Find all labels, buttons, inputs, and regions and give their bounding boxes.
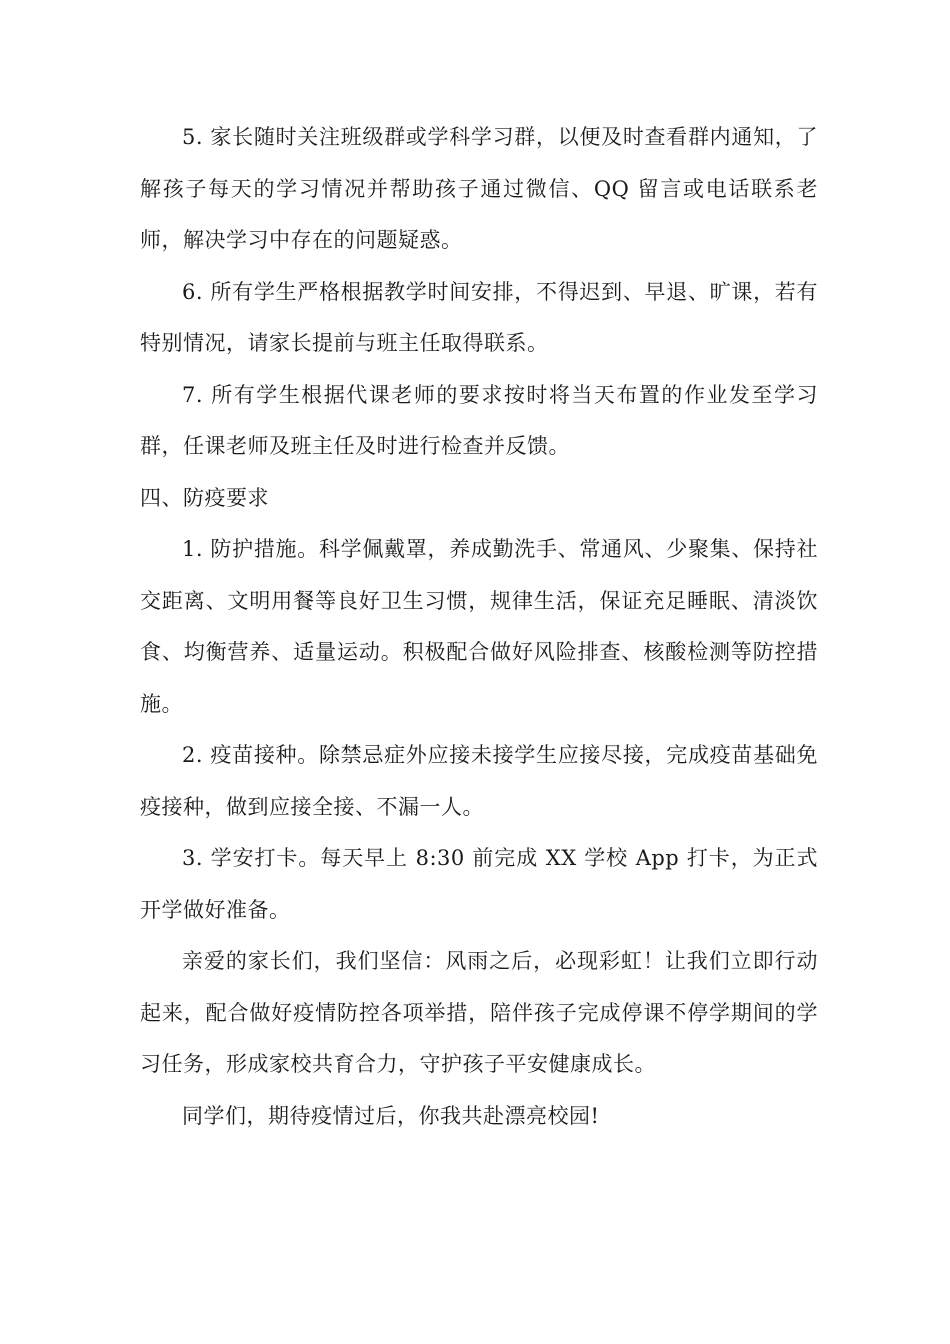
epidemic-item-protection: 1. 防护措施。科学佩戴罩，养成勤洗手、常通风、少聚集、保持社交距离、文明用餐等良好卫生习惯，规律生活，保证充足睡眠、清淡饮食、均衡营养、适量运动。积极配合做好风险排查、核酸检测等防控措施。	[140, 537, 818, 716]
epidemic-item-check-in: 3. 学安打卡。每天早上 8:30 前完成 XX 学校 App 打卡，为正式开学做好准备。	[140, 846, 818, 922]
list-item-6: 6. 所有学生严格根据教学时间安排，不得迟到、早退、旷课，若有特别情况，请家长提前与班主任取得联系。	[140, 279, 818, 355]
closing-paragraph-students: 同学们，期待疫情过后，你我共赴漂亮校园!	[182, 1103, 600, 1128]
closing-paragraph-parents: 亲爱的家长们，我们坚信：风雨之后，必现彩虹！让我们立即行动起来，配合做好疫情防控各项举措，陪伴孩子完成停课不停学期间的学习任务，形成家校共育合力，守护孩子平安健康成长。	[140, 949, 818, 1076]
epidemic-item-vaccination: 2. 疫苗接种。除禁忌症外应接未接学生应接尽接，完成疫苗基础免疫接种，做到应接全接、不漏一人。	[140, 743, 818, 819]
list-item-5: 5. 家长随时关注班级群或学科学习群，以便及时查看群内通知，了解孩子每天的学习情况并帮助孩子通过微信、QQ 留言或电话联系老师，解决学习中存在的问题疑惑。	[140, 125, 818, 252]
document-page	[140, 112, 818, 1142]
list-item-7: 7. 所有学生根据代课老师的要求按时将当天布置的作业发至学习群，任课老师及班主任及时进行检查并反馈。	[140, 382, 818, 458]
section-heading-epidemic-requirements: 四、防疫要求	[140, 485, 269, 510]
